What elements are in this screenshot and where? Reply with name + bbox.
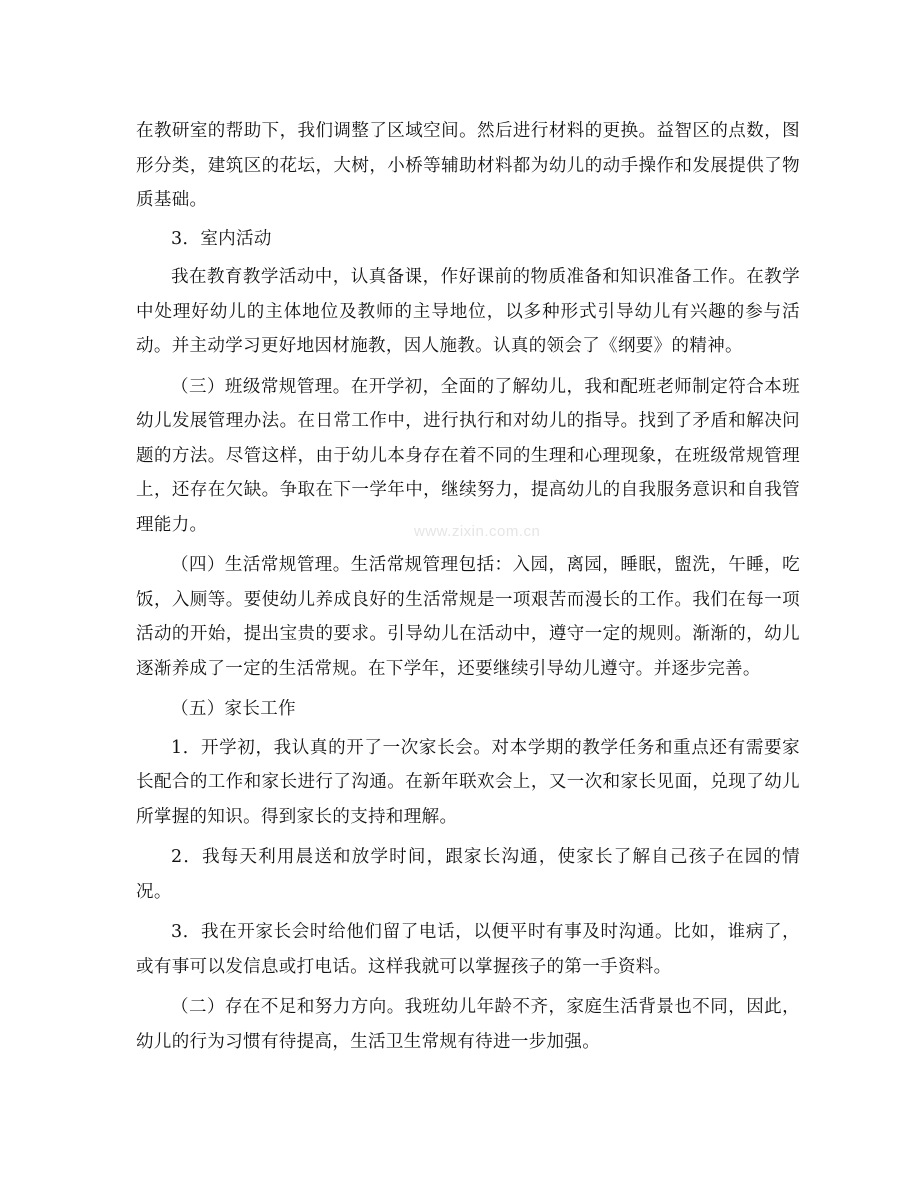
paragraph-teaching-activity: 我在教育教学活动中，认真备课，作好课前的物质准备和知识准备工作。在教学中处理好幼儿的主体地位及教师的主导地位，以多种形式引导幼儿有兴趣的参与活动。并主动学习更好地因材施教，因人施教。认真的领会了《纲要》的精神。	[136, 267, 800, 356]
paragraph-class-management: （三）班级常规管理。在开学初，全面的了解幼儿，我和配班老师制定符合本班幼儿发展管理办法。在日常工作中，进行执行和对幼儿的指导。找到了矛盾和解决问题的方法。尽管这样，由于幼儿本身存在着不同的生理和心理现象，在班级常规管理上，还存在欠缺。争取在下一学年中，继续努力，提高幼儿的自我服务意识和自我管理能力。	[136, 376, 800, 535]
document-body	[136, 114, 800, 1059]
list-item-phone-contact: 3．我在开家长会时给他们留了电话，以便平时有事及时沟通。比如，谁病了，或有事可以发信息或打电话。这样我就可以掌握孩子的第一手资料。	[136, 922, 800, 977]
paragraph-life-routine: （四）生活常规管理。生活常规管理包括：入园，离园，睡眠，盥洗，午睡，吃饭，入厕等。要使幼儿养成良好的生活常规是一项艰苦而漫长的工作。我们在每一项活动的开始，提出宝贵的要求。引导幼儿在活动中，遵守一定的规则。渐渐的，幼儿逐渐养成了一定的生活常规。在下学年，还要继续引导幼儿遵守。并逐步完善。	[136, 555, 800, 679]
section-heading-indoor-activity: 3．室内活动	[171, 228, 272, 249]
paragraph-continuation: 在教研室的帮助下，我们调整了区域空间。然后进行材料的更换。益智区的点数，图形分类，建筑区的花坛，大树，小桥等辅助材料都为幼儿的动手操作和发展提供了物质基础。	[136, 121, 800, 210]
list-item-daily-communication: 2．我每天利用晨送和放学时间，跟家长沟通，使家长了解自己孩子在园的情况。	[136, 847, 800, 902]
section-heading-parent-work: （五）家长工作	[171, 699, 296, 719]
watermark-text: www.zixin.com.cn	[414, 523, 541, 540]
paragraph-shortcomings: （二）存在不足和努力方向。我班幼儿年龄不齐，家庭生活背景也不同，因此，幼儿的行为习惯有待提高，生活卫生常规有待进一步加强。	[136, 997, 800, 1052]
list-item-parent-meeting: 1．开学初，我认真的开了一次家长会。对本学期的教学任务和重点还有需要家长配合的工作和家长进行了沟通。在新年联欢会上，又一次和家长见面，兑现了幼儿所掌握的知识。得到家长的支持和理解。	[136, 737, 800, 827]
